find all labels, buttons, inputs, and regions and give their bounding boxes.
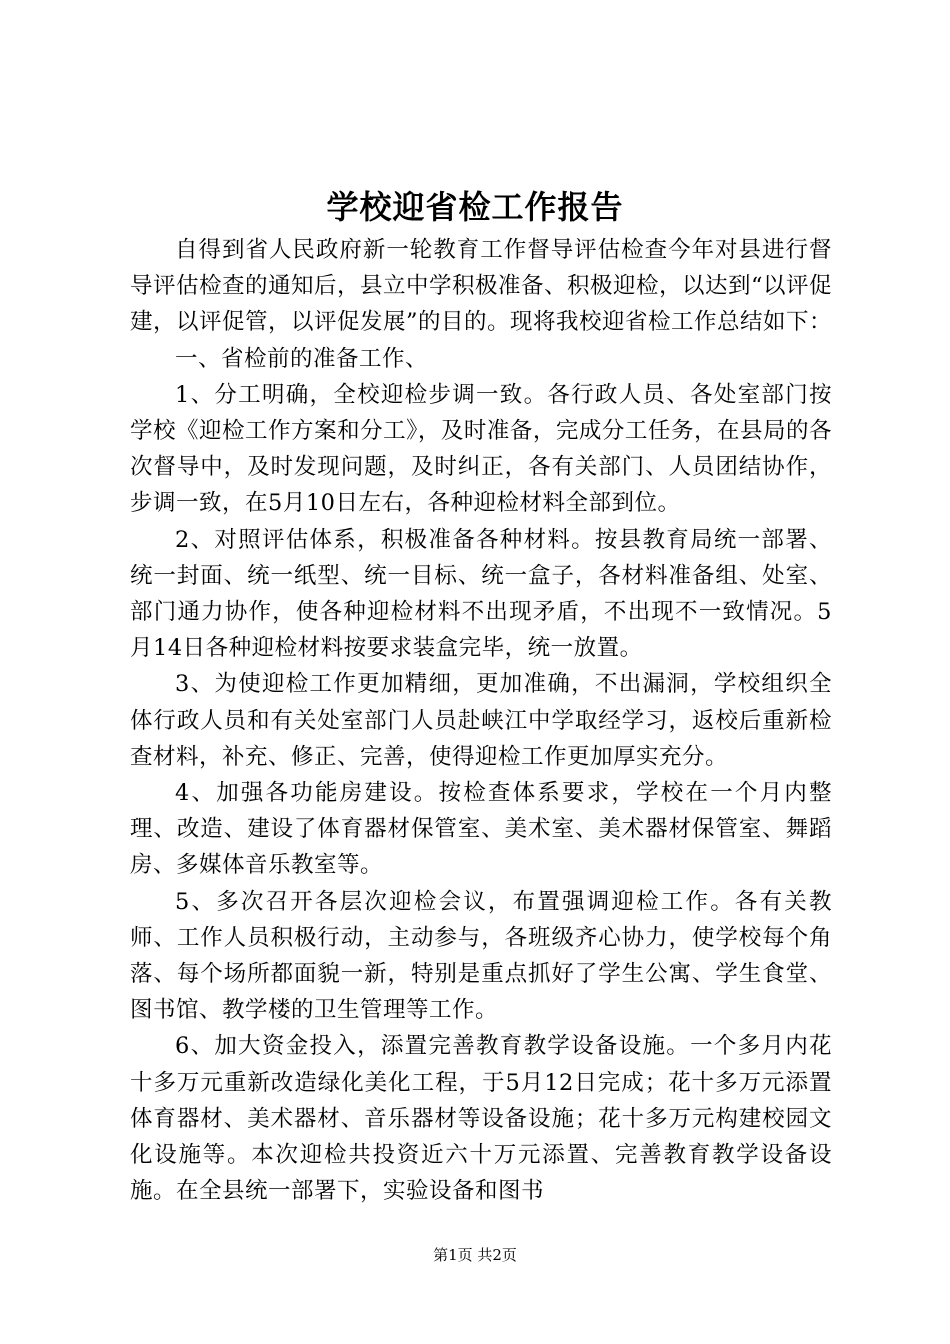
paragraph-item-4: 4、加强各功能房建设。按检查体系要求，学校在一个月内整理、改造、建设了体育器材保管室、美术室、美术器材保管室、舞蹈房、多媒体音乐教室等。: [130, 780, 832, 879]
document-title: 学校迎省检工作报告: [326, 188, 624, 226]
paragraph-intro: 自得到省人民政府新一轮教育工作督导评估检查今年对县进行督导评估检查的通知后，县立中学积极准备、积极迎检，以达到“以评促建，以评促管，以评促发展”的目的。现将我校迎省检工作总结如下：: [130, 237, 833, 336]
document-body: [130, 232, 832, 1209]
paragraph-item-6: 6、加大资金投入，添置完善教育教学设备设施。一个多月内花十多万元重新改造绿化美化工程，于5月12日完成；花十多万元添置体育器材、美术器材、音乐器材等设备设施；花十多万元构建校园文化设施等。本次迎检共投资近六十万元添置、完善教育教学设备设施。在全县统一部署下，实验设备和图书: [130, 1033, 832, 1205]
page-number-footer: 第1页 共2页: [433, 1246, 517, 1264]
paragraph-item-2: 2、对照评估体系，积极准备各种材料。按县教育局统一部署、统一封面、统一纸型、统一目标、统一盒子，各材料准备组、处室、部门通力协作，使各种迎检材料不出现矛盾，不出现不一致情况。5月14日各种迎检材料按要求装盒完毕，统一放置。: [130, 526, 832, 662]
paragraph-item-3: 3、为使迎检工作更加精细，更加准确，不出漏洞，学校组织全体行政人员和有关处室部门人员赴峡江中学取经学习，返校后重新检查材料，补充、修正、完善，使得迎检工作更加厚实充分。: [130, 671, 832, 770]
paragraph-item-5: 5、多次召开各层次迎检会议，布置强调迎检工作。各有关教师、工作人员积极行动，主动参与，各班级齐心协力，使学校每个角落、每个场所都面貌一新，特别是重点抓好了学生公寓、学生食堂、图书馆、教学楼的卫生管理等工作。: [130, 888, 832, 1024]
paragraph-item-1: 1、分工明确，全校迎检步调一致。各行政人员、各处室部门按学校《迎检工作方案和分工》，及时准备，完成分工任务，在县局的各次督导中，及时发现问题，及时纠正，各有关部门、人员团结协作，步调一致，在5月10日左右，各种迎检材料全部到位。: [130, 381, 832, 517]
section-heading: 一、省检前的准备工作、: [175, 345, 429, 372]
